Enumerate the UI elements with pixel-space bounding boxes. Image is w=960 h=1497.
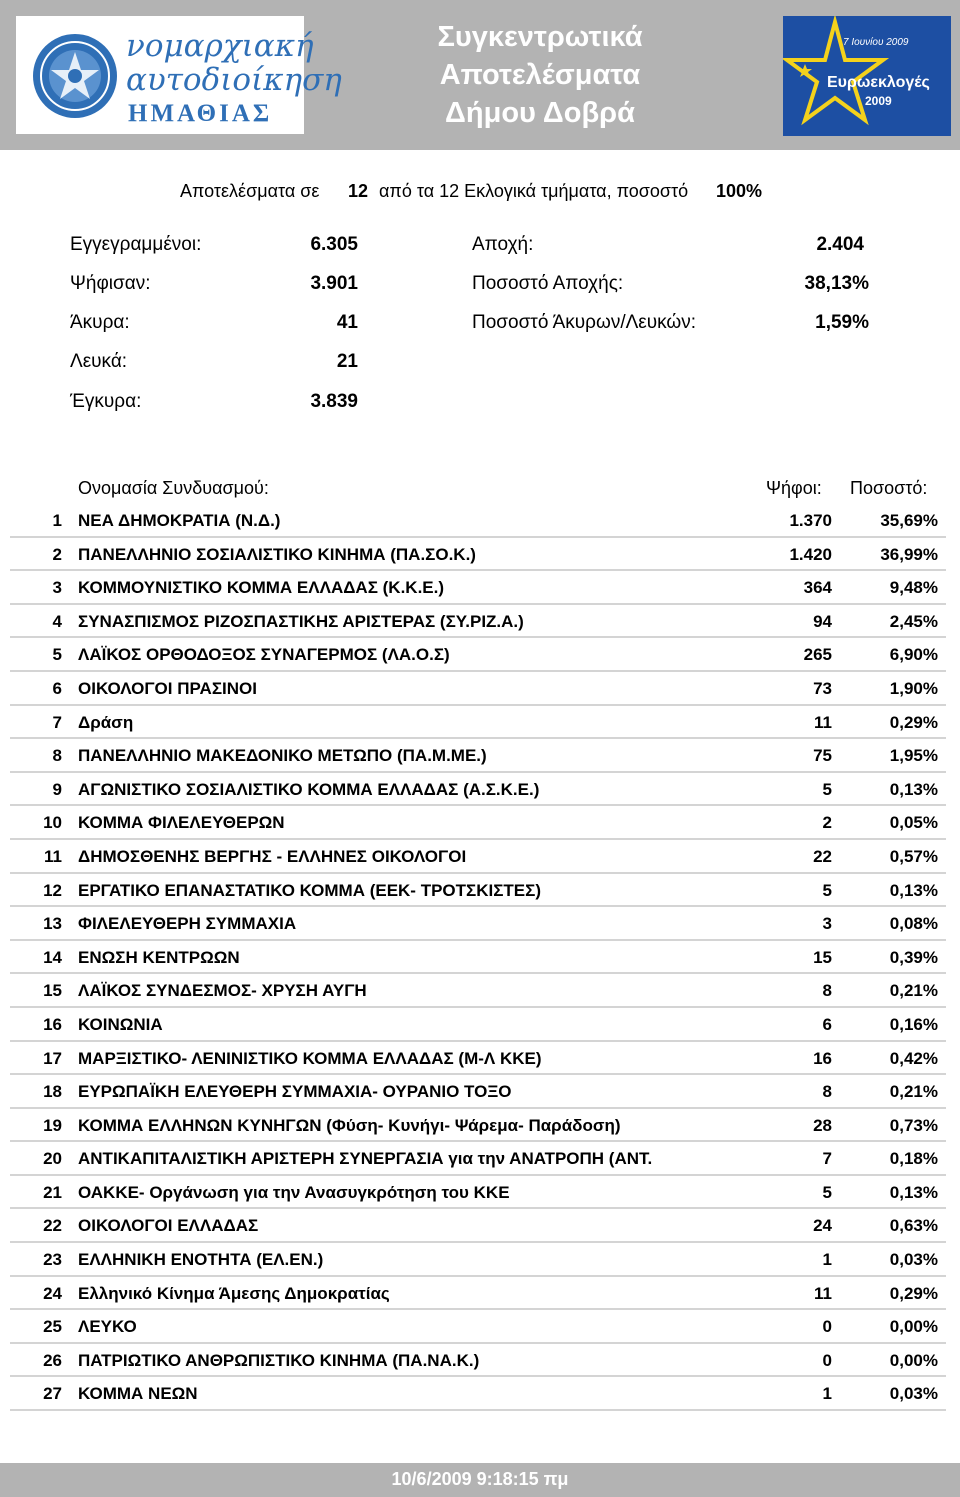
party-percent: 1,95% (889, 746, 938, 766)
column-header-votes: Ψήφοι: (766, 478, 822, 498)
party-votes: 364 (803, 578, 832, 598)
party-votes: 73 (813, 678, 832, 698)
party-votes: 265 (803, 645, 832, 665)
stat-label-blank: Λευκά: (70, 351, 128, 372)
stat-value-abstention-pct: 38,13% (804, 273, 869, 294)
party-percent: 36,99% (880, 544, 938, 564)
party-name: ΚΟΜΜΑ ΦΙΛΕΛΕΥΘΕΡΩΝ (78, 813, 285, 833)
logo-year: 2009 (865, 94, 892, 108)
summary-counted: 12 (348, 181, 369, 201)
table-row (10, 907, 946, 941)
table-row (10, 1109, 946, 1143)
party-name: ΑΓΩΝΙΣΤΙΚΟ ΣΟΣΙΑΛΙΣΤΙΚΟ ΚΟΜΜΑ ΕΛΛΑΔΑΣ (Α.Σ.Κ.Ε.) (78, 779, 540, 799)
party-name: ΣΥΝΑΣΠΙΣΜΟΣ ΡΙΖΟΣΠΑΣΤΙΚΗΣ ΑΡΙΣΤΕΡΑΣ (ΣΥ.ΡΙΖ.Α.) (78, 611, 524, 631)
party-name: ΕΝΩΣΗ ΚΕΝΤΡΩΩΝ (78, 947, 240, 967)
table-row (10, 706, 946, 740)
party-percent: 0,13% (889, 880, 938, 900)
party-name: ΟΙΚΟΛΟΓΟΙ ΠΡΑΣΙΝΟΙ (78, 678, 257, 698)
stat-label-registered: Εγγεγραμμένοι: (70, 234, 202, 255)
stat-value-invalid-blank-pct: 1,59% (815, 312, 869, 333)
row-number: 3 (52, 578, 62, 598)
table-row (10, 874, 946, 908)
party-name: ΕΛΛΗΝΙΚΗ ΕΝΟΤΗΤΑ (ΕΛ.ΕΝ.) (78, 1250, 324, 1270)
party-percent: 0,57% (889, 846, 938, 866)
party-name: ΛΑΪΚΟΣ ΣΥΝΔΕΣΜΟΣ- ΧΡΥΣΗ ΑΥΓΗ (78, 981, 367, 1001)
party-name: ΚΟΙΝΩΝΙΑ (78, 1014, 163, 1034)
row-number: 6 (52, 678, 62, 698)
party-votes: 28 (813, 1115, 832, 1135)
party-name: ΠΑΝΕΛΛΗΝΙΟ ΜΑΚΕΔΟΝΙΚΟ ΜΕΤΩΠΟ (ΠΑ.Μ.ΜΕ.) (78, 746, 487, 766)
party-percent: 0,63% (889, 1216, 938, 1236)
row-number: 18 (43, 1082, 62, 1102)
party-percent: 0,73% (889, 1115, 938, 1135)
party-votes: 6 (822, 1014, 832, 1034)
row-number: 7 (52, 712, 62, 732)
party-votes: 8 (822, 981, 832, 1001)
logo-text-2: αυτοδιοίκηση (126, 62, 342, 98)
party-name: ΜΑΡΞΙΣΤΙΚΟ- ΛΕΝΙΝΙΣΤΙΚΟ ΚΟΜΜΑ ΕΛΛΑΔΑΣ (Μ-Λ ΚΚΕ) (78, 1048, 542, 1068)
party-percent: 0,16% (889, 1014, 938, 1034)
stat-value-voted: 3.901 (310, 273, 358, 294)
party-percent: 0,13% (889, 779, 938, 799)
party-percent: 2,45% (889, 611, 938, 631)
party-name: ΕΥΡΩΠΑΪΚΗ ΕΛΕΥΘΕΡΗ ΣΥΜΜΑΧΙΑ- ΟΥΡΑΝΙΟ ΤΟΞΟ (78, 1082, 512, 1102)
party-name: ΛΑΪΚΟΣ ΟΡΘΟΔΟΞΟΣ ΣΥΝΑΓΕΡΜΟΣ (ΛΑ.Ο.Σ) (78, 645, 450, 665)
table-row (10, 1176, 946, 1210)
party-name: ΔΗΜΟΣΘΕΝΗΣ ΒΕΡΓΗΣ - ΕΛΛΗΝΕΣ ΟΙΚΟΛΟΓΟΙ (78, 846, 467, 866)
table-row (10, 1008, 946, 1042)
logo-text-1: νομαρχιακή (126, 28, 314, 64)
table-row (10, 840, 946, 874)
results-table (10, 504, 946, 1411)
party-name: Ελληνικό Κίνημα Άμεσης Δημοκρατίας (78, 1283, 390, 1303)
row-number: 2 (52, 544, 62, 564)
party-percent: 9,48% (889, 578, 938, 598)
table-row (10, 773, 946, 807)
table-row (10, 538, 946, 572)
party-percent: 0,18% (889, 1149, 938, 1169)
party-percent: 1,90% (889, 678, 938, 698)
row-number: 21 (43, 1182, 62, 1202)
row-number: 17 (43, 1048, 62, 1068)
party-percent: 0,08% (889, 914, 938, 934)
row-number: 24 (43, 1283, 62, 1303)
party-votes: 3 (822, 914, 832, 934)
row-number: 12 (43, 880, 62, 900)
party-votes: 16 (813, 1048, 832, 1068)
emblem-icon (32, 30, 118, 122)
table-row (10, 1344, 946, 1378)
party-votes: 0 (822, 1317, 832, 1337)
table-row (10, 1042, 946, 1076)
table-row (10, 1075, 946, 1109)
party-name: ΟΙΚΟΛΟΓΟΙ ΕΛΛΑΔΑΣ (78, 1216, 259, 1236)
table-row (10, 1310, 946, 1344)
logo-date: 7 Ιουνίου 2009 (843, 37, 909, 48)
row-number: 8 (52, 746, 62, 766)
party-votes: 1.370 (789, 511, 832, 530)
euro-elections-logo (783, 16, 951, 136)
row-number: 11 (44, 846, 62, 866)
page-header (0, 0, 960, 150)
party-votes: 94 (813, 611, 832, 631)
party-votes: 75 (813, 746, 832, 766)
party-percent: 0,13% (889, 1182, 938, 1202)
party-name: ΠΑΝΕΛΛΗΝΙΟ ΣΟΣΙΑΛΙΣΤΙΚΟ ΚΙΝΗΜΑ (ΠΑ.ΣΟ.Κ.) (78, 544, 476, 564)
table-row (10, 1209, 946, 1243)
party-name: ΚΟΜΜΟΥΝΙΣΤΙΚΟ ΚΟΜΜΑ ΕΛΛΑΔΑΣ (Κ.Κ.Ε.) (78, 578, 445, 598)
table-row (10, 605, 946, 639)
table-row (10, 941, 946, 975)
title-line-3: Δήμου Δοβρά (445, 97, 635, 129)
table-row (10, 638, 946, 672)
table-row (10, 1377, 946, 1411)
stat-label-abstention: Αποχή: (472, 234, 534, 255)
party-name: ΝΕΑ ΔΗΜΟΚΡΑΤΙΑ (Ν.Δ.) (78, 511, 281, 530)
table-row (10, 1277, 946, 1311)
row-number: 14 (43, 947, 62, 967)
row-number: 4 (52, 611, 62, 631)
stat-value-valid: 3.839 (310, 391, 358, 412)
column-header-percent: Ποσοστό: (850, 478, 928, 498)
party-percent: 0,42% (889, 1048, 938, 1068)
table-row (10, 672, 946, 706)
table-row (10, 806, 946, 840)
stat-value-abstention: 2.404 (816, 234, 864, 255)
party-votes: 5 (822, 1182, 832, 1202)
stat-label-abstention-pct: Ποσοστό Αποχής: (472, 273, 624, 294)
logo-brand: Ευρωεκλογές (827, 74, 930, 91)
prefecture-logo (16, 16, 342, 134)
stat-value-blank: 21 (336, 351, 358, 372)
party-percent: 35,69% (880, 511, 938, 530)
party-percent: 0,00% (889, 1317, 938, 1337)
party-percent: 0,39% (889, 947, 938, 967)
summary-prefix: Αποτελέσματα σε (180, 181, 320, 201)
party-name: ΛΕΥΚΟ (78, 1317, 137, 1337)
page-title (360, 18, 720, 132)
party-percent: 0,03% (889, 1250, 938, 1270)
page-footer (0, 1463, 960, 1497)
party-percent: 0,21% (889, 1082, 938, 1102)
party-votes: 0 (822, 1350, 832, 1370)
stat-label-voted: Ψήφισαν: (70, 273, 151, 294)
party-name: ΑΝΤΙΚΑΠΙΤΑΛΙΣΤΙΚΗ ΑΡΙΣΤΕΡΗ ΣΥΝΕΡΓΑΣΙΑ για την ΑΝΑΤΡΟΠΗ (ΑΝΤ. (78, 1149, 653, 1169)
row-number: 27 (43, 1384, 62, 1404)
party-votes: 22 (813, 846, 832, 866)
row-number: 13 (43, 914, 62, 934)
row-number: 5 (52, 645, 62, 665)
stat-label-invalid: Άκυρα: (70, 312, 130, 333)
row-number: 26 (43, 1350, 62, 1370)
summary-middle: από τα 12 Εκλογικά τμήματα, ποσοστό (379, 181, 689, 201)
party-percent: 0,29% (889, 1283, 938, 1303)
row-number: 19 (43, 1115, 62, 1135)
party-votes: 1.420 (789, 544, 832, 564)
stat-value-invalid: 41 (336, 312, 358, 333)
party-percent: 0,00% (889, 1350, 938, 1370)
party-name: ΦΙΛΕΛΕΥΘΕΡΗ ΣΥΜΜΑΧΙΑ (78, 914, 297, 934)
party-name: ΕΡΓΑΤΙΚΟ ΕΠΑΝΑΣΤΑΤΙΚΟ ΚΟΜΜΑ (ΕΕΚ- ΤΡΟΤΣΚΙΣΤΕΣ) (78, 880, 542, 900)
party-votes: 7 (822, 1149, 832, 1169)
party-votes: 11 (814, 1283, 832, 1303)
party-percent: 0,21% (889, 981, 938, 1001)
table-row (10, 571, 946, 605)
logo-text-3: ΗΜΑΘΙΑΣ (128, 100, 273, 127)
party-percent: 6,90% (889, 645, 938, 665)
party-votes: 1 (822, 1384, 832, 1404)
row-number: 9 (52, 779, 62, 799)
party-name: ΚΟΜΜΑ ΝΕΩΝ (78, 1384, 198, 1404)
party-votes: 8 (822, 1082, 832, 1102)
party-percent: 0,29% (889, 712, 938, 732)
row-number: 23 (43, 1250, 62, 1270)
title-line-1: Συγκεντρωτικά (437, 21, 643, 53)
stat-label-valid: Έγκυρα: (70, 391, 142, 412)
party-votes: 5 (822, 880, 832, 900)
table-row (10, 1142, 946, 1176)
party-name: ΠΑΤΡΙΩΤΙΚΟ ΑΝΘΡΩΠΙΣΤΙΚΟ ΚΙΝΗΜΑ (ΠΑ.ΝΑ.Κ.) (78, 1350, 480, 1370)
title-line-2: Αποτελέσματα (439, 59, 641, 91)
row-number: 20 (43, 1149, 62, 1169)
stat-value-registered: 6.305 (310, 234, 358, 255)
party-votes: 2 (822, 813, 832, 833)
column-header-name: Ονομασία Συνδυασμού: (78, 478, 269, 498)
table-row (10, 1243, 946, 1277)
row-number: 10 (43, 813, 62, 833)
party-name: Δράση (78, 712, 134, 732)
summary-percent: 100% (716, 181, 763, 201)
party-name: ΚΟΜΜΑ ΕΛΛΗΝΩΝ ΚΥΝΗΓΩΝ (Φύση- Κυνήγι- Ψάρεμα- Παράδοση) (78, 1115, 621, 1135)
row-number: 15 (43, 981, 62, 1001)
party-votes: 15 (813, 947, 832, 967)
table-row (10, 504, 946, 538)
stat-label-invalid-blank-pct: Ποσοστό Άκυρων/Λευκών: (472, 312, 697, 333)
party-votes: 1 (822, 1250, 832, 1270)
row-number: 25 (43, 1317, 62, 1337)
party-votes: 5 (822, 779, 832, 799)
party-name: ΟΑΚΚΕ- Οργάνωση για την Ανασυγκρότηση του ΚΚΕ (78, 1182, 510, 1202)
row-number: 22 (43, 1216, 62, 1236)
party-votes: 24 (813, 1216, 832, 1236)
table-row (10, 739, 946, 773)
table-row (10, 974, 946, 1008)
party-percent: 0,05% (889, 813, 938, 833)
footer-timestamp: 10/6/2009 9:18:15 πμ (391, 1469, 569, 1489)
party-votes: 11 (814, 712, 832, 732)
row-number: 16 (43, 1014, 62, 1034)
party-percent: 0,03% (889, 1384, 938, 1404)
row-number: 1 (52, 511, 62, 530)
